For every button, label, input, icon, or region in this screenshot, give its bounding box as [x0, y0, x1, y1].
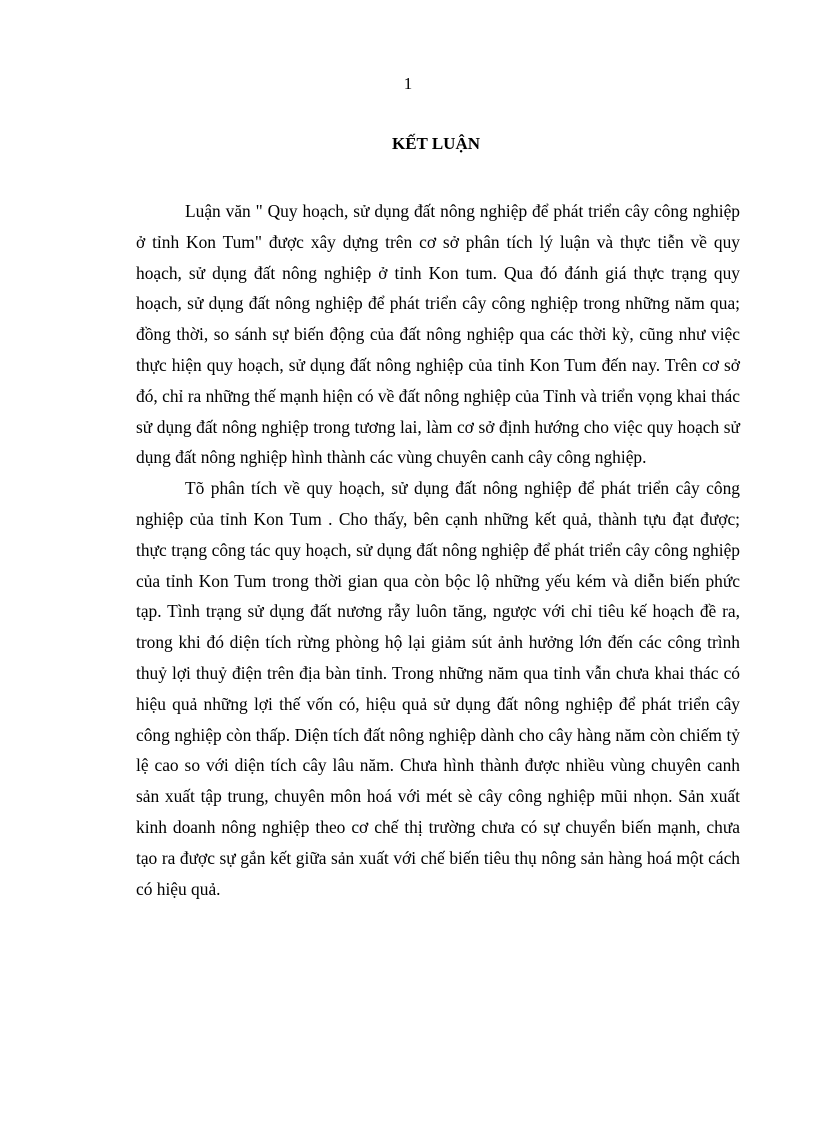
paragraph-1: Luận văn " Quy hoạch, sử dụng đất nông nghiệp để phát triển cây công nghiệp ở tỉnh Kon Tum" được xây dựng trên cơ sở phân tích lý luận và thực tiễn về quy hoạch, sử dụng đất nông nghiệp ở tỉnh Kon tum. Qua đó đánh giá thực trạng quy hoạch, sử dụng đất nông nghiệp để phát triển cây công nghiệp trong những năm qua; đồng thời, so sánh sự biến động của đất nông nghiệp qua các thời kỳ, cũng như việc thực hiện quy hoạch, sử dụng đất nông nghiệp của tỉnh Kon Tum đến nay. Trên cơ sở đó, chỉ ra những thế mạnh hiện có về đất nông nghiệp của Tỉnh và triển vọng khai thác sử dụng đất nông nghiệp trong tương lai, làm cơ sở định hướng cho việc quy hoạch sử dụng đất nông nghiệp hình thành các vùng chuyên canh cây công nghiệp. [136, 201, 740, 468]
body-text [136, 196, 740, 904]
page-number: 1 [403, 74, 413, 93]
paragraph-2: Tõ phân tích về quy hoạch, sử dụng đất nông nghiệp để phát triển cây công nghiệp của tỉnh Kon Tum . Cho thấy, bên cạnh những kết quả, thành tựu đạt được; thực trạng công tác quy hoạch, sử dụng đất nông nghiệp để phát triển cây công nghiệp của tỉnh Kon Tum trong thời gian qua còn bộc lộ những yếu kém và diễn biến phức tạp. Tình trạng sử dụng đất nương rẫy luôn tăng, ngược với chỉ tiêu kế hoạch đề ra, trong khi đó diện tích rừng phòng hộ lại giảm sút ảnh hưởng lớn đến các công trình thuỷ lợi thuỷ điện trên địa bàn tỉnh. Trong những năm qua tỉnh vẫn chưa khai thác có hiệu quả những lợi thế vốn có, hiệu quả sử dụng đất nông nghiệp để phát triển cây công nghiệp còn thấp. Diện tích đất nông nghiệp dành cho cây hàng năm còn chiếm tỷ lệ cao so với diện tích cây lâu năm. Chưa hình thành được nhiều vùng chuyên canh sản xuất tập trung, chuyên môn hoá với mét sè cây công nghiệp mũi nhọn. Sản xuất kinh doanh nông nghiệp theo cơ chế thị trường chưa có sự chuyển biến mạnh, chưa tạo ra được sự gắn kết giữa sản xuất với chế biến tiêu thụ nông sản hàng hoá một cách có hiệu quả. [136, 478, 740, 899]
section-title: KẾT LUẬN [391, 134, 480, 153]
